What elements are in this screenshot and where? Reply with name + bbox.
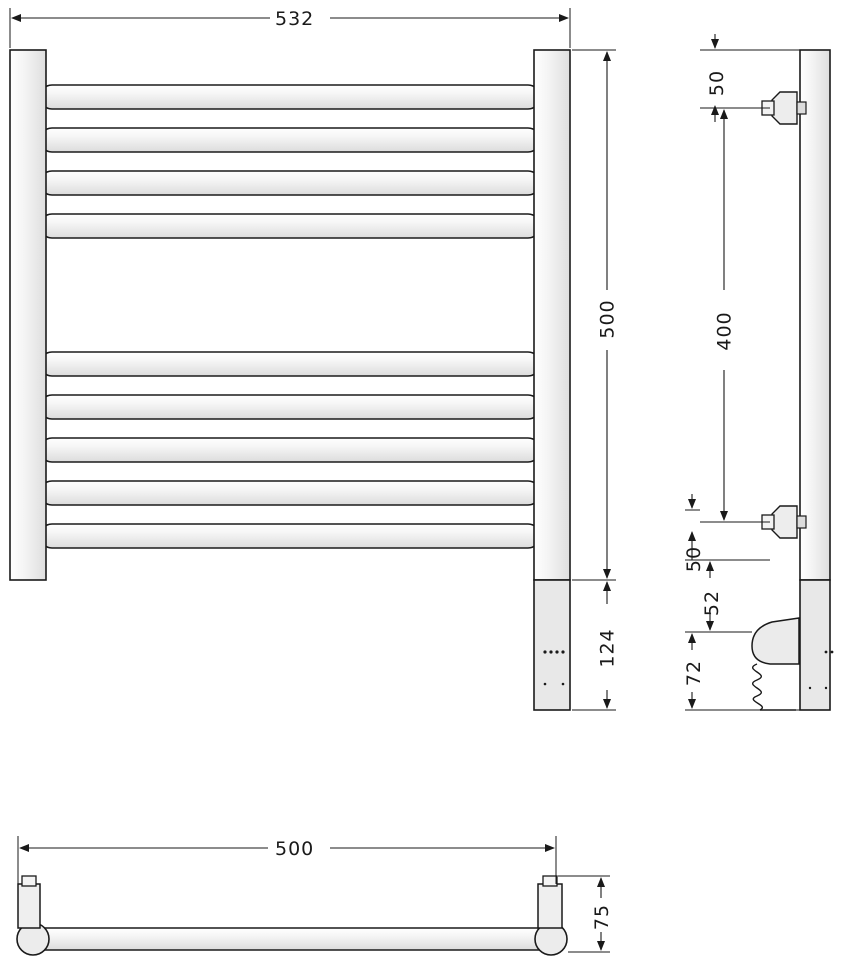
front-view-left-post <box>10 50 46 580</box>
dimension-label-side-cable-offset: 52 <box>701 589 724 617</box>
side-view-coiled-cable <box>753 664 796 710</box>
dimension-label-side-lower-offset: 50 <box>683 545 706 573</box>
side-view-cable-outlet <box>752 618 799 710</box>
top-view-bracket-left <box>18 876 40 928</box>
front-view-bars-bottom <box>40 352 540 548</box>
front-view <box>10 8 616 710</box>
dimension-label-side-top-offset: 50 <box>706 69 729 97</box>
dimension-label-front-width: 532 <box>275 8 315 30</box>
top-view-bracket-right <box>538 876 562 928</box>
front-view-bars-top <box>40 85 540 238</box>
dimension-label-top-width: 500 <box>275 838 315 860</box>
dimension-label-front-height: 500 <box>596 299 619 339</box>
dimension-label-side-bracket-spacing: 400 <box>713 311 736 351</box>
front-view-right-post <box>534 50 570 710</box>
dimension-label-side-bottom-offset: 72 <box>683 659 706 687</box>
dimension-label-front-lower-leg: 124 <box>596 628 619 668</box>
dimension-label-top-depth: 75 <box>591 903 614 931</box>
